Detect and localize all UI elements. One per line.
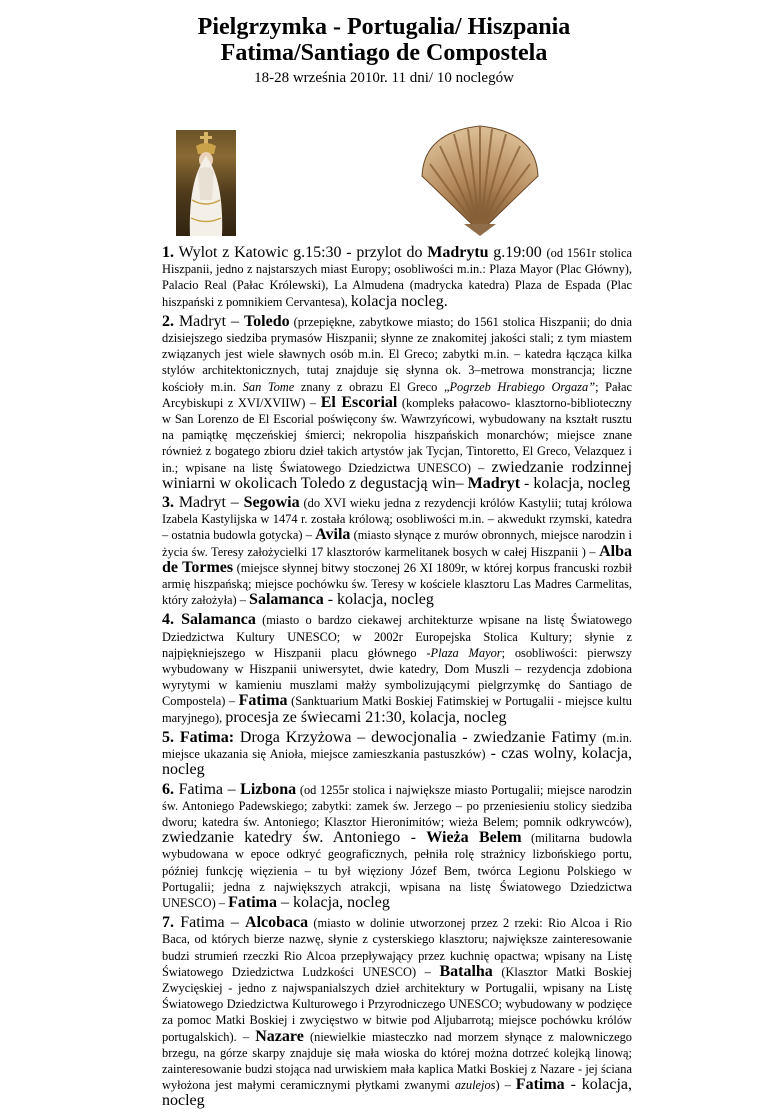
itinerary-day-6: 6. Fatima – Lizbona (od 1255r stolica i największe miasto Portugalii; miejsce narodzin św. Antoniego Padewskiego; zabytki: zamek św. Jerzego – po przeniesieniu stolicy siedziba dworu; katedra św. Antoniego; Klasztor Hieronimitów; wieża Belem; pomnik odkrywców), zwiedzanie katedry św. Antoniego - Wieża Belem (militarna budowla wybudowana w epoce odkryć geograficznych, pełniła rolę strażnicy lizbońskiego portu, później funkcję więzienia – tu był więziony Józef Bem, twórca Legionu Polskiego w Portugalii; jedna z największych atrakcji, wpisana na listę Światowego Dziedzictwa UNESCO) – Fatima – kolacja, nocleg	[162, 780, 632, 911]
itinerary-day-3: 3. Madryt – Segowia (do XVI wieku jedna z rezydencji królów Kastylii; tutaj królowa Izabela Kastylijska w 1474 r. została królową; osobliwości m.in. – akwedukt rzymski, katedra – ostatnia budowla gotycka) – Avila (miasto słynące z murów obronnych, miejsce narodzin i życia św. Teresy założycielki 17 klasztorów karmelitanek bosych w całej Hiszpanii ) – Alba de Tormes (miejsce słynnej bitwy stoczonej 26 XI 1809r, w której korpus francuski rozbił armię hiszpańską; miejsce pochówku św. Teresy w kościele klasztoru Las Madres Carmelitas, który założyła) – Salamanca - kolacja, nocleg	[162, 494, 632, 609]
itinerary-day-4: 4. Salamanca (miasto o bardzo ciekawej architekturze wpisane na listę Światowego Dziedzictwa Kultury UNESCO; w 2002r Europejska Stolica Kultury; słynie z najpiękniejszego w Hiszpanii placu głównego -Plaza Mayor; osobliwości: pierwszy wybudowany w Hiszpanii uniwersytet, dwie katedry, Dom Muszli – rezydencja zdobiona wyrytymi w kamieniu muszlami małży symbolizującymi pielgrzymkę do Santiago de Compostela) – Fatima (Sanktuarium Matki Boskiej Fatimskiej w Portugalii - miejsce kultu maryjnego), procesja ze świecami 21:30, kolacja, nocleg	[162, 611, 633, 726]
title-line-1: Pielgrzymka - Portugalia/ Hiszpania	[197, 14, 571, 40]
itinerary-day-5: 5. Fatima: Droga Krzyżowa – dewocjonalia - zwiedzanie Fatimy (m.in. miejsce ukazania się Anioła, miejsce zamieszkania pastuszków) - czas wolny, kolacja, nocleg	[162, 728, 633, 779]
scallop-shell-photo	[416, 124, 544, 236]
itinerary-day-1: 1. Wylot z Katowic g.15:30 - przylot do Madrytu g.19:00 (od 1561r stolica Hiszpanii, jedno z najstarszych miast Europy; osobliwości m.in.: Plaza Mayor (Plac Główny), Palacio Real (Pałac Królewski), La Almudena (madrycka katedra) Plaza de Espada (Plac hiszpański z pomnikiem Cervantesa), kolacja nocleg.	[162, 244, 632, 310]
document-header	[0, 14, 768, 87]
trip-dates: 18-28 września 2010r. 11 dni/ 10 noclegów	[254, 70, 514, 86]
itinerary	[162, 245, 632, 1113]
itinerary-day-2: 2. Madryt – Toledo (przepiękne, zabytkowe miasto; do 1561 stolica Hiszpanii; do dnia dzisiejszego siedziba prymasów Hiszpanii; słynne ze znakomitej jakości stali; z tym miastem związanych jest wiele sławnych osób m.in. El Greco; zabytki m.in. – katedra łącząca kilka stylów architektonicznych, tutaj znajduje się słynna ok. 3–metrowa monstrancja; liczne kościoły m.in. San Tome znany z obrazu El Greco „Pogrzeb Hrabiego Orgaza”; Pałac Arcybiskupi z XVI/XVIIW) – El Escorial (kompleks pałacowo- klasztorno-biblioteczny w San Lorenzo de El Escorial poświęcony św. Wawrzyńcowi, wybudowany na kształt rusztu na pamiątkę męczeńskiej śmierci; nekropolia hiszpańskich monarchów; miejsce znane również z bogatego zbioru dzieł takich artystów jak Tycjan, Tintoretto, El Greco, Velazquez i in.; wpisane na listę Światowego Dziedzictwa UNESCO) – zwiedzanie rodzinnej winiarni w okolicach Toledo z degustacją win– Madryt - kolacja, nocleg	[162, 312, 632, 492]
madonna-statue-photo	[176, 130, 236, 236]
itinerary-day-7: 7. Fatima – Alcobaca (miasto w dolinie utworzonej przez 2 rzeki: Rio Alcoa i Rio Baca, od których bierze nazwę, słynie z cysterskiego klasztoru; największe zainteresowanie budzi strumień rzeczki Rio Alcoa przepływający przez kuchnię opactwa; wpisany na Listę Światowego Dziedzictwa Ludzkości UNESCO) – Batalha (Klasztor Matki Boskiej Zwycięskiej - jedno z najwspanialszych dzieł architektury w Portugalii, wpisany na Listę Światowego Dziedzictwa Kulturowego i Przyrodniczego UNESCO; wybudowany w podzięce za pomoc Matki Boskiej i zwycięstwo w bitwie pod Aljubarrotą; miejsce pochówku królów portugalskich). – Nazare (niewielkie miasteczko nad morzem słynące z malowniczego brzegu, na górze skarpy znajduje się mała wioska do której można dotrzeć kolejką linową; zainteresowanie budzi stojąca nad urwiskiem mała kaplica Matki Boskiej z Nazare - jej ściana wyłożona jest małymi ceramicznymi płytkami zwanymi azulejos) – Fatima - kolacja, nocleg	[162, 914, 633, 1110]
title-line-2: Fatima/Santiago de Compostela	[220, 40, 548, 66]
